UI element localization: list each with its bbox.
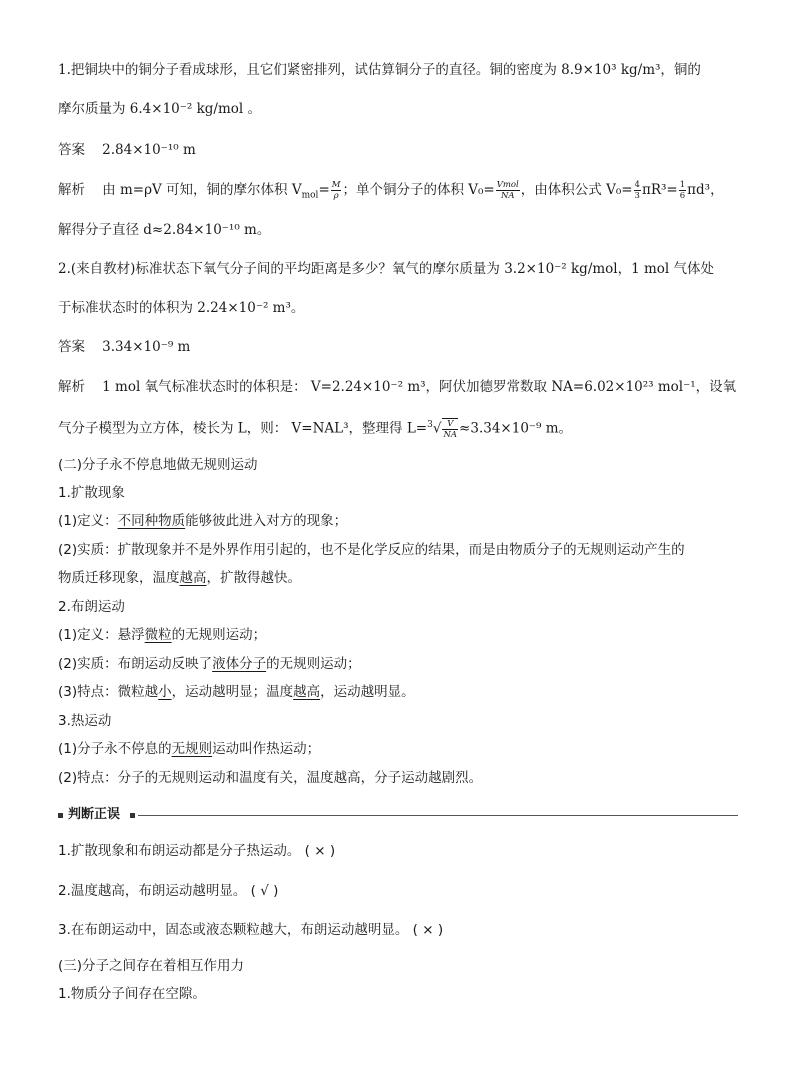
problem2-line2: 于标准状态时的体积为 2.24×10⁻² m³。 (58, 300, 305, 316)
square-bullet-icon (58, 813, 63, 818)
analysis-text: 1 mol 氧气标准状态时的体积是： V=2.24×10⁻² m³，阿伏加德罗常数取 NA=6.02×10²³ mol⁻¹，设氧 (102, 379, 737, 395)
brownian-features (58, 682, 415, 702)
answer-value: 3.34×10⁻⁹ m (102, 339, 191, 355)
answer-label: 答案 (58, 142, 85, 158)
text: ，运动越明显；温度 (171, 684, 294, 700)
subscript-mol: mol (301, 190, 319, 201)
underlined-term: 无规则 (171, 741, 213, 757)
underlined-term: 小 (158, 684, 172, 700)
diffusion-title: 1.扩散现象 (58, 485, 125, 501)
denominator: NA (443, 430, 458, 440)
divider (138, 815, 738, 816)
problem2-line1: 2.(来自教材)标准状态下氧气分子间的平均距离是多少？氧气的摩尔质量为 3.2×10⁻² kg/mol，1 mol 气体处 (58, 261, 715, 277)
section3-item1: 1.物质分子间存在空隙。 (58, 986, 206, 1002)
analysis-text-a: 气分子模型为立方体，棱长为 L，则： V=NAL³，整理得 L= (58, 420, 428, 437)
numerator: 1 (679, 180, 686, 190)
square-bullet-icon (130, 813, 135, 818)
underlined-term: 越高 (293, 684, 321, 700)
denominator: ρ (333, 191, 339, 201)
numerator: M (331, 180, 341, 190)
problem2-analysis-line1 (58, 377, 736, 397)
underlined-term: 液体分子 (212, 656, 267, 672)
diffusion-definition (58, 511, 347, 531)
brownian-definition (58, 625, 266, 645)
analysis-text-a: 由 m=ρV 可知，铜的摩尔体积 V (102, 182, 302, 198)
numerator: V (442, 419, 458, 430)
numerator: 4 (634, 180, 640, 190)
problem1-line1: 1.把铜块中的铜分子看成球形，且它们紧密排列，试估算铜分子的直径。铜的密度为 8.9×10³ kg/m³，铜的 (58, 62, 701, 78)
section2-heading: (二)分子永不停息地做无规则运动 (58, 457, 258, 473)
text: 能够彼此进入对方的现象； (185, 513, 348, 529)
analysis-label: 解析 (58, 379, 85, 395)
underlined-term: 越高 (179, 570, 207, 586)
radical-sign: √ (432, 420, 442, 437)
text: 物质迁移现象，温度 (58, 570, 180, 586)
text: (3)特点：微粒越 (58, 684, 159, 700)
problem2-answer (58, 337, 190, 357)
analysis-text-d: πR³= (641, 182, 678, 198)
judge-item: 3.在布朗运动中，固态或液态颗粒越大，布朗运动越明显。 ( × ) (58, 922, 444, 938)
text: 的无规则运动； (266, 656, 361, 672)
section3-heading: (三)分子之间存在着相互作用力 (58, 958, 245, 974)
thermal-title: 3.热运动 (58, 713, 112, 729)
judge-header (58, 806, 738, 824)
root-index: 3 (427, 420, 433, 430)
text: 运动叫作热运动； (212, 741, 321, 757)
text: (2)实质：布朗运动反映了 (58, 656, 213, 672)
problem1-conclusion: 解得分子直径 d≈2.84×10⁻¹⁰ m。 (58, 222, 271, 238)
diffusion-essence-line2 (58, 568, 301, 588)
diffusion-essence-line1: (2)实质：扩散现象并不是外界作用引起的，也不是化学反应的结果，而是由物质分子的无规则运动产生的 (58, 542, 685, 558)
fraction-V-over-NA (442, 418, 458, 440)
analysis-text-b: ；单个铜分子的体积 V₀= (342, 182, 495, 198)
thermal-definition (58, 739, 320, 759)
text: (1)定义：悬浮 (58, 627, 145, 643)
problem2-analysis-line2 (58, 418, 572, 440)
brownian-title: 2.布朗运动 (58, 599, 125, 615)
judge-item: 2.温度越高，布朗运动越明显。 ( √ ) (58, 883, 279, 899)
fraction-Vmol-over-NA (496, 180, 520, 201)
equals: = (318, 182, 330, 198)
text: ，扩散得越快。 (206, 570, 301, 586)
underlined-term: 不同种物质 (117, 513, 186, 529)
problem1-line2: 摩尔质量为 6.4×10⁻² kg/mol 。 (58, 101, 261, 117)
denominator: 6 (679, 191, 686, 201)
numerator: Vmol (496, 180, 519, 190)
fraction-1-over-6 (679, 180, 686, 201)
answer-value: 2.84×10⁻¹⁰ m (102, 142, 196, 158)
text: (1)定义： (58, 513, 118, 529)
analysis-text-e: πd³， (687, 182, 724, 198)
brownian-essence (58, 654, 361, 674)
denominator: 3 (634, 191, 640, 201)
analysis-text-c: ，由体积公式 V₀= (520, 182, 633, 198)
analysis-text-b: ≈3.34×10⁻⁹ m。 (459, 420, 573, 437)
fraction-M-over-rho (331, 180, 342, 201)
text: ，运动越明显。 (320, 684, 415, 700)
thermal-features: (2)特点：分子的无规则运动和温度有关，温度越高，分子运动越剧烈。 (58, 770, 483, 786)
problem1-analysis (58, 180, 724, 201)
answer-label: 答案 (58, 339, 85, 355)
text: (1)分子永不停息的 (58, 741, 172, 757)
judge-title: 判断正误 (68, 807, 121, 822)
judge-item: 1.扩散现象和布朗运动都是分子热运动。 ( × ) (58, 843, 336, 859)
problem1-answer (58, 140, 196, 160)
denominator: NA (500, 191, 515, 201)
underlined-term: 微粒 (144, 627, 172, 643)
fraction-4-over-3 (634, 180, 641, 201)
text: 的无规则运动； (171, 627, 267, 643)
analysis-label: 解析 (58, 182, 85, 198)
